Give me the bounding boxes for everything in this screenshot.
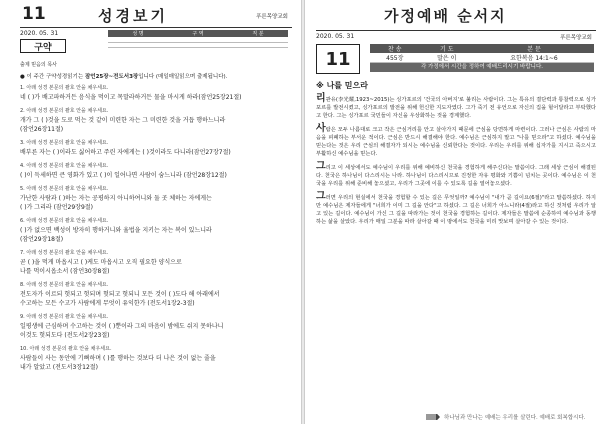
question-text[interactable]: ( )가 없으면 백성이 방자히 행하거니와 율법을 지키는 자는 복이 있느니라 (20, 227, 212, 234)
testament-tag: 구약 (20, 39, 66, 53)
question-item: 8. 아래 성경 본문의 괄호 안을 채우세요. 전도자가 이르되 헛되고 헛되며 헛되고 헛되니 모든 것이 ( )도다 해 아래에서 수고하는 모든 수고가 사람에게 무엇이 유익한가 (전도서1장2-3절) (20, 281, 292, 308)
question-text[interactable]: 가난한 사람과 ( )하는 자는 공평하지 아니하여니와 둘 곳 체하는 자에게는 (20, 195, 212, 202)
prayer-header: 기 도 (420, 44, 474, 53)
church-name: 푸른목양교회 (560, 35, 592, 41)
question-text[interactable]: 사람들이 사는 동안에 기뻐하며 ( )를 행하는 것보다 더 나은 것이 없는 줄을 (20, 355, 216, 362)
name-header: 성 명 (108, 30, 168, 37)
question-item: 6. 아래 성경 본문의 괄호 안을 채우세요. ( )가 없으면 백성이 방자히 행하거니와 율법을 지키는 자는 복이 있느니라 (잠언29장18절) (20, 217, 292, 244)
worship-notice: 각 가정에서 시간을 정하여 예배드리시기 바랍니다. (370, 63, 594, 72)
page-title: 성경보기 (98, 7, 168, 25)
position-header: 직 분 (228, 30, 288, 37)
reading-instruction: ● 이 주간 구약성경읽기는 잠언25장~전도서3장입니다 (매일매일읽으며 출제됩니다). (20, 74, 228, 80)
drop-cap: 리 (316, 93, 326, 104)
sermon-title: ※ 나를 믿으라 (316, 81, 368, 90)
name-cell[interactable] (108, 42, 168, 47)
district-header: 구 역 (168, 30, 228, 37)
drop-cap: 그 (316, 161, 326, 172)
worship-order-box (316, 44, 596, 76)
reading-range: 잠언25장~전도서3장 (84, 74, 139, 80)
question-item: 9. 아래 성경 본문의 괄호 안을 채우세요. 일평생에 근심하며 수고하는 것이 ( )뿐이라 그의 마음이 밤에도 쉬지 못하나니 이것도 헛되도다 (전도서2장23절) (20, 313, 292, 340)
question-text[interactable]: 곧 ( )을 먹게 마옵시고 ( )케도 마옵시고 오직 필요한 양식으로 (20, 259, 182, 266)
question-item: 2. 아래 성경 본문의 괄호 안을 채우세요. 개가 그 ( )것을 도로 먹는 것 같이 미련한 자는 그 미련한 것을 거듭 행하느니라 (잠언26장11절) (20, 107, 292, 134)
sermon-paragraph: 그리고 이 세상에서도 예수님이 우리를 위해 예비하신 천국을 경험하게 해주신다는 말씀이다. 그래 세상 근심이 해결된다. 천국은 하나님이 다스리시는 나라. 하나님이 다스리시므로 진정한 자유 평화와 기쁨이 넘치는 곳이다. 예수님은 이 천국을 우리를 위해 준비해 놓으셨고, 우리가 그곳에 이를 수 있도록 길을 열어놓으셨다. (316, 161, 596, 187)
question-text[interactable]: 배부른 자는 ( )이라도 싫어하고 주린 자에게는 ( )것이라도 다니라(잠언27장7절) (20, 149, 231, 156)
drop-cap: 그 (316, 191, 326, 202)
scripture-header: 본 문 (474, 44, 594, 53)
pencil-icon (426, 414, 440, 420)
question-item: 5. 아래 성경 본문의 괄호 안을 채우세요. 가난한 사람과 ( )하는 자는 공평하지 아니하여니와 둘 곳 체하는 자에게는 ( )가 그리라 (잠언29장9절) (20, 185, 292, 212)
question-item: 3. 아래 성경 본문의 괄호 안을 채우세요. 배부른 자는 ( )이라도 싫어하고 주린 자에게는 ( )것이라도 다니라(잠언27장7절) (20, 139, 292, 157)
hymn-header: 찬 송 (370, 44, 420, 53)
study-header (20, 4, 292, 26)
header-rule (20, 27, 292, 28)
question-text[interactable]: 개가 그 ( )것을 도로 먹는 것 같이 미련한 자는 그 미련한 것을 거듭 행하느니라 (20, 117, 226, 124)
question-text[interactable]: 수고하는 모든 수고가 사람에게 무엇이 유익한가 (전도서1장2-3절) (20, 300, 195, 307)
writer-credit: 출제 믿음의 목사 (20, 62, 57, 68)
issue-number: 11 (22, 4, 46, 24)
worship-date-row (316, 31, 596, 44)
question-item: 10. 아래 성경 본문의 괄호 안을 채우세요. 사람들이 사는 동안에 기뻐하며 ( )를 행하는 것보다 더 나은 것이 없는 줄을 내가 알았고 (전도서3장12절) (20, 345, 292, 372)
question-text[interactable]: 이것도 헛되도다 (전도서2장23절) (20, 332, 110, 339)
drop-cap: 사 (316, 123, 326, 134)
question-item: 4. 아래 성경 본문의 괄호 안을 채우세요. ( )이 득세하면 큰 영화가 있고 ( )이 일어나면 사람이 숨느니라 (잠언28장12절) (20, 162, 292, 180)
worship-title: 가정예배 순서지 (384, 7, 507, 25)
position-cell[interactable] (228, 42, 288, 47)
study-info-row (20, 30, 292, 60)
question-text[interactable]: 네 ( )가 배고파하거든 음식을 먹이고 목말라하거든 물을 마시게 하라(잠언25장21절) (20, 94, 242, 101)
worship-footer (426, 413, 586, 421)
question-text[interactable]: ( )이 득세하면 큰 영화가 있고 ( )이 일어나면 사람이 숨느니라 (잠언28장12절) (20, 172, 227, 179)
hymn-value: 455장 (370, 53, 420, 63)
worship-date: 2020. 05. 31 (316, 33, 355, 40)
question-text[interactable]: ( )가 그리라 (잠언29장9절) (20, 204, 93, 211)
question-item: 7. 아래 성경 본문의 괄호 안을 채우세요. 곧 ( )을 먹게 마옵시고 ( )케도 마옵시고 오직 필요한 양식으로 나를 먹이시옵소서 (잠언30장8절) (20, 249, 292, 276)
member-info-table (108, 30, 288, 48)
question-text[interactable]: 나를 먹이시옵소서 (잠언30장8절) (20, 268, 110, 275)
issue-date: 2020. 05. 31 (20, 30, 59, 37)
question-text[interactable]: 전도자가 이르되 헛되고 헛되며 헛되고 헛되니 모든 것이 ( )도다 해 아래에서 (20, 291, 220, 298)
footer-text: 하나님과 만나는 예배는 우리를 살린다. 예배로 회복합시다. (444, 415, 586, 421)
question-text[interactable]: 일평생에 근심하며 수고하는 것이 ( )뿐이라 그의 마음이 밤에도 쉬지 못하나니 (20, 323, 224, 330)
question-item: 1. 아래 성경 본문의 괄호 안을 채우세요. 네 ( )가 배고파하거든 음식을 먹이고 목말라하거든 물을 마시게 하라(잠언25장21절) (20, 84, 292, 102)
church-name: 푸른목양교회 (256, 14, 288, 20)
sermon-paragraph: 리콴유(李光耀,1923~2015)는 싱가포르의 '건국의 아버지'로 불리는 사람이다. 그는 특유의 결단력과 통찰력으로 싱가포르를 발전시켰고, 싱가포르의 발전을 위해 헌신한 지도자였다. 그가 죽기 전 유언으로 자신의 집을 헐어달라고 부탁했다고 한다. 그는 싱가포르 국민들이 자신을 우상화하는 것을 경계했다. (316, 93, 596, 119)
question-list (20, 84, 292, 372)
worship-header (316, 4, 596, 30)
prayer-value: 말은 이 (420, 53, 474, 63)
sermon-paragraph: 사람은 모두 나름대로 크고 작은 근심거리를 안고 살아가지 때문에 근심을 당면하게 마련이다. 그러나 근심은 사람의 마음을 피폐하는 부서운 적이다. 근심은 반드시 해결해야 한다. 예수님은 근심하지 말고 "나를 믿으라"고 하셨다. 예수님을 믿는다는 것은 우리 근심의 해결자가 되시는 예수님을 신뢰한다는 것이다. 우리는 우리를 위해 십자가를 지시고 죽으시고 부활하신 예수님을 믿는다. (316, 123, 596, 157)
issue-number: 11 (316, 44, 360, 74)
worship-order-table (370, 44, 594, 63)
worship-page (306, 0, 600, 424)
question-text[interactable]: (잠언29장18절) (20, 236, 64, 243)
question-text[interactable]: 내가 알았고 (전도서3장12절) (20, 364, 98, 371)
district-cell[interactable] (168, 42, 228, 47)
question-text[interactable]: (잠언26장11절) (20, 126, 64, 133)
scripture-value: 요한복음 14:1~6 (474, 53, 594, 63)
sermon-paragraph: 그러면 우리의 현실에서 천국을 경험할 수 있는 길은 무엇일까? 예수님이 "내가 곧 길이요(6절)"라고 말씀하셨다. 하지만 예수님은 제자들에게 "너희가 이미 그 길을 안다"고 하셨다. 그 길은 너희가 아느니라(4절)라고 하신 것처럼 우리가 알고 있는 길이다. 예수님이 가신 그 길을 따라가는 것이 천국을 경험하는 길이다. 제자들은 말씀에 순종하여 예수님과 동행하는 삶을 살았다. 우리가 매일 그분을 따라 살아갈 때 이 땅에서도 천국을 미리 맛보며 살아갈 수 있는 것이다. (316, 191, 596, 225)
page-divider (301, 0, 305, 424)
